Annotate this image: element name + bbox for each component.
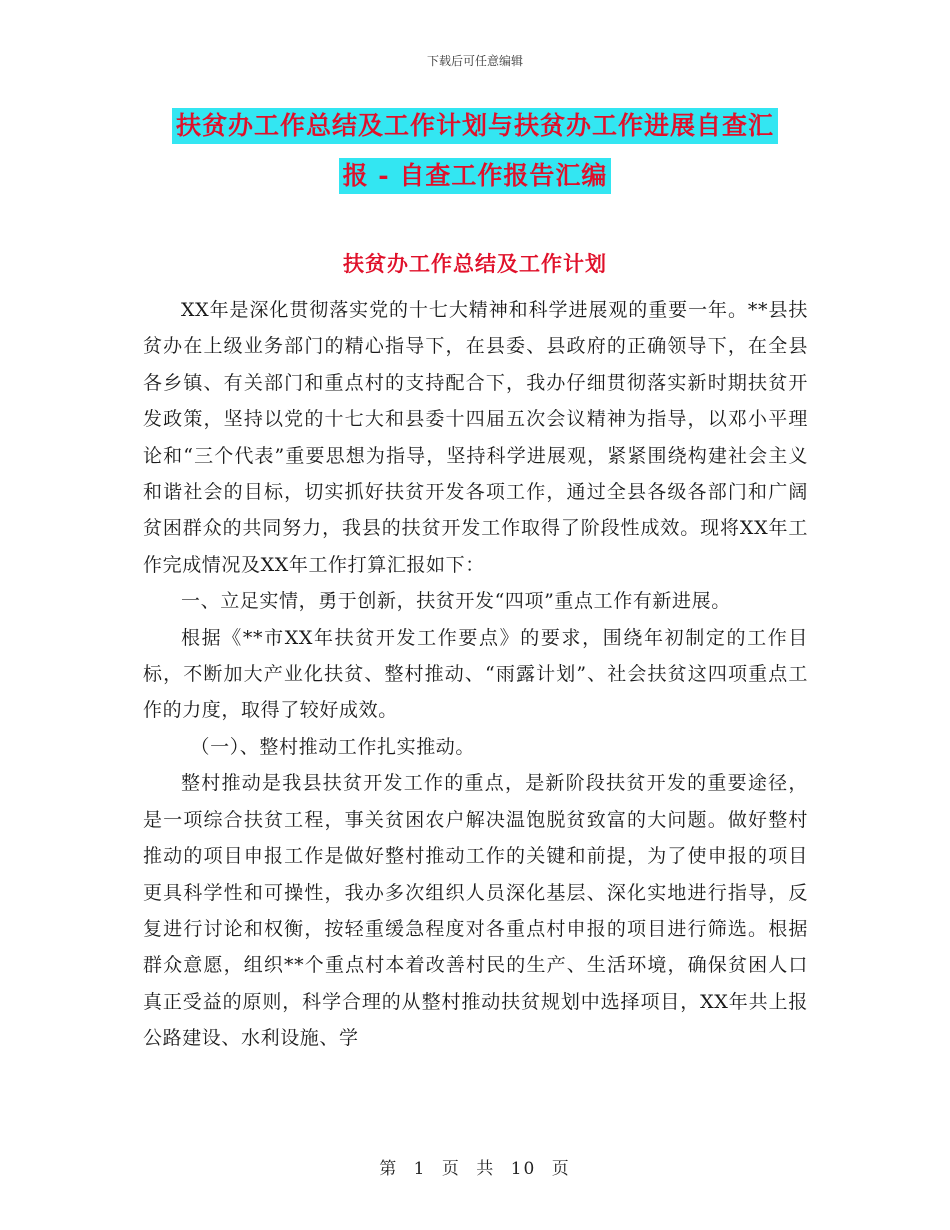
footer-suffix: 页 — [551, 1159, 571, 1179]
section-title: 扶贫办工作总结及工作计划 — [343, 251, 607, 276]
footer-mid1: 页 — [441, 1159, 461, 1179]
body-text — [143, 292, 808, 1057]
footer-prefix: 第 — [379, 1159, 399, 1179]
document-title — [140, 108, 810, 208]
page-total: 10 — [510, 1159, 537, 1179]
page-number: 1 — [413, 1159, 427, 1179]
paragraph: （一）、整村推动工作扎实推动。 — [190, 735, 476, 758]
paragraph: 一、立足实情，勇于创新，扶贫开发“四项”重点工作有新进展。 — [181, 590, 731, 613]
paragraph: 整村推动是我县扶贫开发工作的重点，是新阶段扶贫开发的重要途径，是一项综合扶贫工程，事关贫困农户解决温饱脱贫致富的大问题。做好整村推动的项目申报工作是做好整村推动工作的关键和前提，为了使申报的项目更具科学性和可操性，我办多次组织人员深化基层、深化实地进行指导，反复进行讨论和权衡，按轻重缓急程度对各重点村申报的项目进行筛选。根据群众意愿，组织**个重点村本着改善村民的生产、生活环境，确保贫困人口真正受益的原则，科学合理的从整村推动扶贫规划中选择项目，XX年共上报公路建设、水利设施、学 — [143, 772, 808, 1050]
header-note: 下载后可任意编辑 — [426, 54, 523, 68]
title-line-2: 报 - 自查工作报告汇编 — [339, 158, 612, 194]
footer-mid2: 共 — [476, 1159, 496, 1179]
paragraph: 根据《**市XX年扶贫开发工作要点》的要求，围绕年初制定的工作目标，不断加大产业化扶贫、整村推动、“雨露计划”、社会扶贫这四项重点工作的力度，取得了较好成效。 — [143, 626, 808, 722]
page-footer — [0, 1154, 950, 1179]
title-line-1: 扶贫办工作总结及工作计划与扶贫办工作进展自查汇 — [172, 108, 778, 144]
paragraph: XX年是深化贯彻落实党的十七大精神和科学进展观的重要一年。**县扶贫办在上级业务部门的精心指导下，在县委、县政府的正确领导下，在全县各乡镇、有关部门和重点村的支持配合下，我办仔细贯彻落实新时期扶贫开发政策，坚持以党的十七大和县委十四届五次会议精神为指导，以邓小平理论和“三个代表”重要思想为指导，坚持科学进展观，紧紧围绕构建社会主义和谐社会的目标，切实抓好扶贫开发各项工作，通过全县各级各部门和广阔贫困群众的共同努力，我县的扶贫开发工作取得了阶段性成效。现将XX年工作完成情况及XX年工作打算汇报如下： — [143, 299, 808, 576]
